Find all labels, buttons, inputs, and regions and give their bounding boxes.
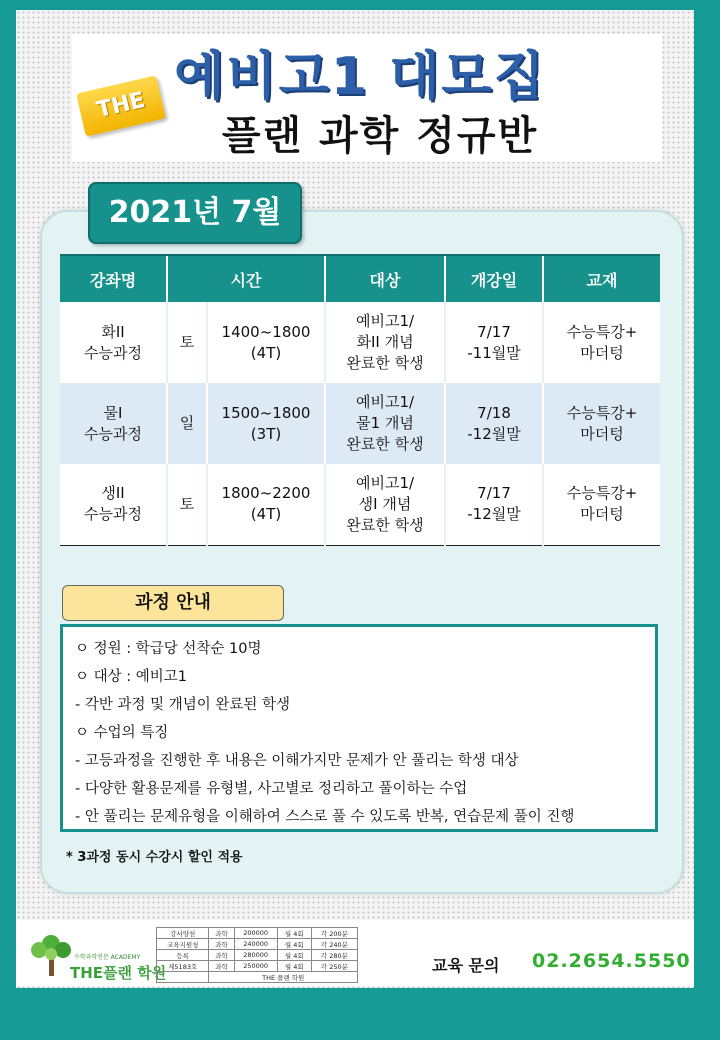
table-row (60, 464, 660, 545)
start-cell: 7/17 -11월말 (445, 302, 543, 383)
course-cell: 물I 수능과정 (60, 383, 167, 464)
fee-cell: 280000 (234, 950, 277, 961)
fee-cell: 200000 (234, 928, 277, 939)
start-cell: 7/18 -12월말 (445, 383, 543, 464)
table-row (60, 383, 660, 464)
course-info-line: - 안 풀리는 문제유형을 이해하여 스스로 풀 수 있도록 반복, 연습문제 풀이 진행 (75, 809, 575, 825)
fee-cell: 과학 (209, 961, 234, 972)
header-course: 강좌명 (60, 255, 167, 302)
discount-note: * 3과정 동시 수강시 할인 적용 (66, 850, 243, 865)
fee-cell: 과학 (209, 939, 234, 950)
fee-cell: 과학 (209, 928, 234, 939)
fee-left-label: 강서양천 (157, 928, 209, 939)
course-info-line: - 고등과정을 진행한 후 내용은 이해가지만 문제가 안 풀리는 학생 대상 (75, 753, 519, 769)
fee-left-label: 제5183호 (157, 961, 209, 972)
the-badge: THE (76, 75, 166, 136)
course-cell: 화II 수능과정 (60, 302, 167, 383)
course-info-line: - 다양한 활용문제를 유형별, 사고별로 정리하고 풀이하는 수업 (75, 781, 468, 797)
table-row (157, 972, 358, 983)
logo-tagline: 수학과학전문 ACADEMY (74, 954, 141, 961)
header-start: 개강일 (445, 255, 543, 302)
fee-cell: 월 4회 (277, 928, 311, 939)
fee-cell: 월 4회 (277, 939, 311, 950)
book-cell: 수능특강+ 마더텅 (543, 464, 660, 545)
table-row (157, 961, 358, 972)
academy-logo: THE플랜 학원 (70, 964, 167, 982)
fee-cell: 각 250분 (311, 961, 357, 972)
time-cell: 1500~1800 (3T) (207, 383, 325, 464)
book-cell: 수능특강+ 마더텅 (543, 383, 660, 464)
fee-cell: 250000 (234, 961, 277, 972)
day-cell: 일 (167, 383, 207, 464)
course-cell: 생II 수능과정 (60, 464, 167, 545)
book-cell: 수능특강+ 마더텅 (543, 302, 660, 383)
fee-left-label: 교육지원청 (157, 939, 209, 950)
fee-table (156, 927, 358, 983)
course-info-box (60, 624, 658, 832)
date-tab: 2021년 7월 (88, 182, 302, 244)
fee-cell: 월 4회 (277, 950, 311, 961)
fee-cell: 월 4회 (277, 961, 311, 972)
table-row (157, 928, 358, 939)
time-cell: 1400~1800 (4T) (207, 302, 325, 383)
schedule-table (60, 254, 660, 546)
fee-cell: 각 200분 (311, 928, 357, 939)
table-row (60, 302, 660, 383)
target-cell: 예비고1/ 생I 개념 완료한 학생 (325, 464, 445, 545)
course-info-line: ㅇ 수업의 특징 (75, 725, 169, 741)
fee-academy-name: THE 플랜 학원 (209, 972, 358, 983)
fee-left-label: 등록 (157, 950, 209, 961)
day-cell: 토 (167, 464, 207, 545)
contact-phone[interactable]: 02.2654.5550 (532, 950, 691, 972)
table-row (157, 939, 358, 950)
time-cell: 1800~2200 (4T) (207, 464, 325, 545)
target-cell: 예비고1/ 화II 개념 완료한 학생 (325, 302, 445, 383)
start-cell: 7/17 -12월말 (445, 464, 543, 545)
page-title: 예비고1 대모집 (174, 47, 546, 107)
fee-cell: 각 240분 (311, 939, 357, 950)
course-info-line: ㅇ 정원 : 학급당 선착순 10명 (75, 641, 262, 657)
fee-cell: 각 280분 (311, 950, 357, 961)
header-target: 대상 (325, 255, 445, 302)
header-time: 시간 (167, 255, 325, 302)
day-cell: 토 (167, 302, 207, 383)
page-subtitle: 플랜 과학 정규반 (221, 113, 539, 159)
fee-cell (157, 972, 209, 983)
fee-cell: 과학 (209, 950, 234, 961)
fee-cell: 240000 (234, 939, 277, 950)
course-info-line: - 각반 과정 및 개념이 완료된 학생 (75, 697, 290, 713)
table-row (157, 950, 358, 961)
contact-label: 교육 문의 (432, 956, 500, 975)
course-info-line: ㅇ 대상 : 예비고1 (75, 669, 187, 685)
header-book: 교재 (543, 255, 660, 302)
target-cell: 예비고1/ 물1 개념 완료한 학생 (325, 383, 445, 464)
course-info-heading: 과정 안내 (62, 585, 284, 621)
